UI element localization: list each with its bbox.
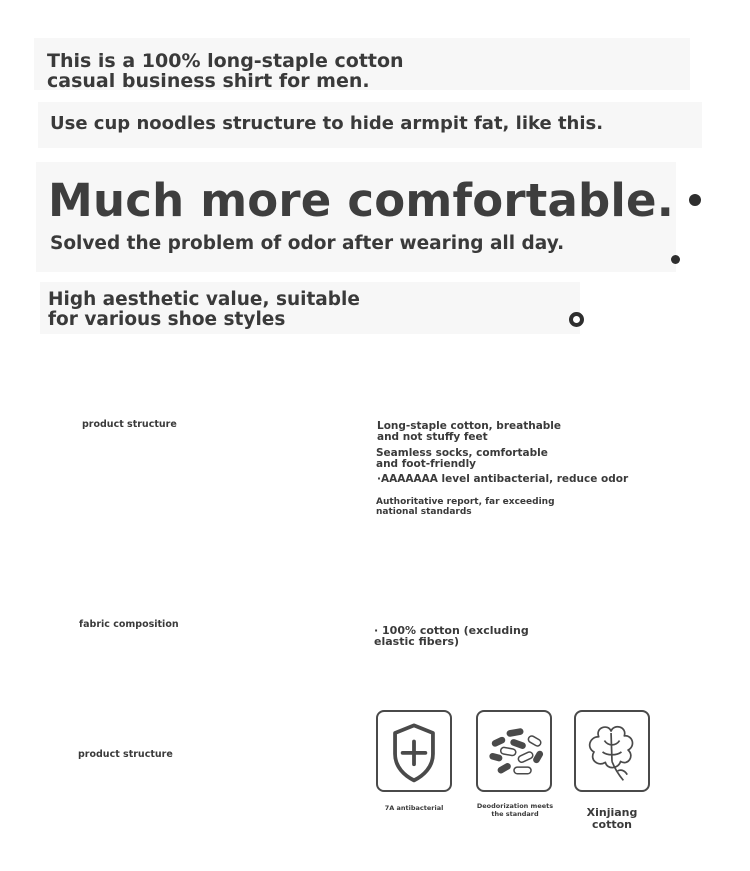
badge-antibacterial — [376, 710, 452, 792]
intro-headline-5: High aesthetic value, suitable for various shoe styles — [48, 289, 360, 330]
feature-item-1: Long-staple cotton, breathable and not stuffy feet — [377, 420, 562, 443]
intro-headline-main: Much more comfortable. — [48, 174, 675, 227]
section-label-badges: product structure — [78, 749, 173, 760]
badge-caption-cotton: Xinjiang cotton — [586, 806, 638, 831]
feature-item-3: ·AAAAAAA level antibacterial, reduce odor — [377, 473, 629, 485]
section-label-structure: product structure — [82, 419, 177, 430]
intro-headline-4: Solved the problem of odor after wearing all day. — [50, 233, 565, 254]
shield-plus-icon — [378, 712, 450, 790]
bacteria-icon — [478, 712, 550, 790]
intro-headline-2: Use cup noodles structure to hide armpit fat, like this. — [50, 113, 604, 134]
badge-caption-deodorization: Deodorization meets the standard — [476, 802, 554, 818]
cotton-icon — [576, 712, 648, 790]
decor-dot-1 — [689, 194, 701, 206]
decor-ring — [569, 312, 584, 327]
feature-item-4: Authoritative report, far exceeding national standards — [376, 497, 555, 517]
badge-cotton — [574, 710, 650, 792]
feature-item-2: Seamless socks, comfortable and foot-friendly — [376, 447, 548, 470]
intro-headline-1: This is a 100% long-staple cotton casual business shirt for men. — [47, 50, 404, 92]
decor-dot-2 — [671, 255, 680, 264]
section-label-fabric: fabric composition — [79, 619, 179, 630]
badge-deodorization — [476, 710, 552, 792]
fabric-value: · 100% cotton (excluding elastic fibers) — [374, 624, 529, 648]
badge-caption-antibacterial: 7A antibacterial — [384, 804, 444, 812]
